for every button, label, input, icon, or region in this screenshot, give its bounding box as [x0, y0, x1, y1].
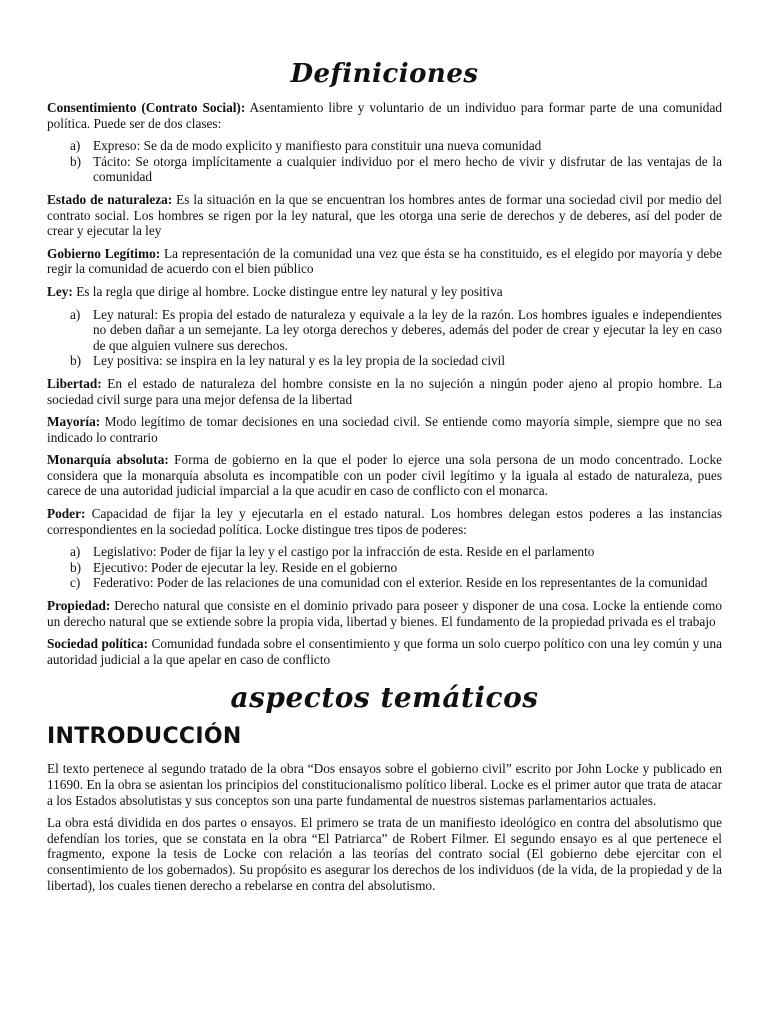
definition-paragraph — [47, 452, 722, 499]
list-item-text: Federativo: Poder de las relaciones de una comunidad con el exterior. Reside en los representantes de la comunidad — [93, 575, 708, 591]
definition-text: Asentamiento libre y voluntario de un individuo para formar parte de una comunidad política. Puede ser de dos clases: — [47, 100, 723, 131]
definition-term: Mayoría: — [47, 414, 101, 430]
definition-paragraph — [47, 246, 722, 277]
definition-term: Sociedad política: — [47, 636, 149, 652]
definition-item — [47, 246, 722, 277]
definition-term: Estado de naturaleza: — [47, 191, 173, 207]
list-item — [47, 560, 722, 576]
definition-text: Comunidad fundada sobre el consentimiento y que forma un solo cuerpo político con una ley común y una autoridad judicial a la que apelar en caso de conflicto — [47, 636, 722, 667]
list-item-text: Ley natural: Es propia del estado de naturaleza y equivale a la ley de la razón. Los hombres iguales e independientes no deben dañar a un semejante. La ley otorga derechos y deberes, además del poder de crear y ejecutar la ley en caso de que alguien vulnere sus derechos. — [93, 306, 722, 353]
list-marker: b) — [70, 353, 82, 369]
definition-item — [47, 376, 722, 407]
definition-item — [47, 100, 722, 185]
definition-text: La representación de la comunidad una vez que ésta se ha constituido, es el elegido por mayoría y debe regir la comunidad de acuerdo con el bien público — [47, 245, 722, 277]
definition-text: Es la regla que dirige al hombre. Locke distingue entre ley natural y ley positiva — [76, 283, 503, 299]
definitions-list — [47, 100, 722, 667]
definition-text: Derecho natural que consiste en el dominio privado para poseer y disponer de una cosa. Locke la entiende como un derecho natural que se extiende sobre la propia vida, libertad y bienes. El fundamento de la propiedad privada es el trabajo — [47, 598, 722, 629]
intro-paragraph: La obra está dividida en dos partes o ensayos. El primero se trata de un manifiesto ideológico en contra del absolutismo que defendían los tories, que se constata en la obra “El Patriarca” de Robert Filmer. El segundo ensayo es al que pertenece el fragmento, expone la tesis de Locke con relación a las teorías del contrato social (El gobierno debe ejercitar con el consentimiento de los gobernados). Su propósito es asegurar los derechos de los individuos (de la vida, de la propiedad y de la libertad), los cuales tienen derecho a rebelarse en contra del absolutismo. — [47, 815, 722, 893]
definition-item — [47, 598, 722, 629]
definition-term: Gobierno Legítimo: — [47, 245, 161, 261]
intro-paragraph: El texto pertenece al segundo tratado de la obra “Dos ensayos sobre el gobierno civil” escrito por John Locke y publicado en 11690. En la obra se asientan los principios del constitucionalismo político liberal. Locke es el primer autor que trata de atacar a los Estados absolutistas y sus conceptos son una parte fundamental de nuestros sistemas parlamentarios actuales. — [47, 761, 722, 808]
list-item-text: Expreso: Se da de modo explicito y manifiesto para constituir una nueva comunidad — [93, 138, 542, 154]
list-item-text: Legislativo: Poder de fijar la ley y el castigo por la infracción de esta. Reside en el parlamento — [93, 544, 595, 560]
list-item-text: Ley positiva: se inspira en la ley natural y es la ley propia de la sociedad civil — [93, 353, 506, 369]
definition-term: Propiedad: — [47, 598, 111, 614]
list-marker: a) — [70, 138, 81, 154]
definition-paragraph — [47, 506, 722, 537]
definition-paragraph — [47, 598, 722, 629]
page-title: Definiciones — [290, 59, 479, 89]
list-item — [47, 138, 722, 154]
definition-paragraph — [47, 414, 722, 445]
intro-heading: INTRODUCCIÓN — [47, 724, 242, 750]
definition-text: Modo legítimo de tomar decisiones en una sociedad civil. Se entiende como mayoría simple, siempre que no sea indicado lo contrario — [47, 414, 722, 445]
definition-sublist — [47, 544, 722, 591]
definition-item — [47, 506, 722, 591]
list-item-text: Tácito: Se otorga implícitamente a cualquier individuo por el mero hecho de vivir y disfrutar de las ventajas de la comunidad — [93, 153, 722, 185]
definition-term: Consentimiento (Contrato Social): — [47, 100, 246, 115]
definition-paragraph — [47, 636, 722, 667]
definition-paragraph — [47, 284, 722, 300]
list-marker: b) — [70, 559, 82, 575]
definition-text: Capacidad de fijar la ley y ejecutarla en el estado natural. Los hombres delegan estos poderes a las instancias correspondientes en la sociedad política. Locke distingue tres tipos de poderes: — [47, 506, 722, 537]
list-marker: a) — [70, 544, 81, 560]
list-item-text: Ejecutivo: Poder de ejecutar la ley. Reside en el gobierno — [93, 559, 398, 575]
list-item — [47, 307, 722, 354]
definition-item — [47, 284, 722, 369]
list-item — [47, 154, 722, 185]
definition-term: Libertad: — [47, 375, 102, 391]
definition-term: Monarquía absoluta: — [47, 452, 169, 468]
definition-text: Es la situación en la que se encuentran los hombres antes de formar una sociedad civil por medio del contrato social. Los hombres se rigen por la ley natural, que les otorga una serie de derechos y de deberes, así del poder de crear y ejecutar la ley — [47, 191, 722, 239]
section-title: aspectos temáticos — [230, 681, 539, 715]
definition-item — [47, 414, 722, 445]
definition-sublist — [47, 307, 722, 369]
list-marker: a) — [70, 306, 81, 322]
definition-term: Poder: — [47, 506, 86, 522]
list-item — [47, 353, 722, 369]
definition-item — [47, 192, 722, 239]
list-marker: b) — [70, 153, 82, 169]
list-marker: c) — [70, 575, 81, 591]
definition-text: Forma de gobierno en la que el poder lo ejerce una sola persona de un modo concentrado. Locke considera que la monarquía absoluta es incompatible con un poder civil legítimo y la iguala al estado de naturaleza, pues carece de una autoridad judicial imparcial a la que acudir en caso de conflicto con el monarca. — [47, 452, 723, 499]
list-item — [47, 575, 722, 591]
definition-item — [47, 452, 722, 499]
definition-sublist — [47, 138, 722, 185]
definition-paragraph — [47, 376, 722, 407]
list-item — [47, 544, 722, 560]
document-page — [47, 58, 722, 900]
definition-term: Ley: — [47, 283, 73, 299]
definition-text: En el estado de naturaleza del hombre consiste en la no sujeción a ningún poder ajeno al propio hombre. La sociedad civil surge para una mejor defensa de la libertad — [47, 375, 722, 407]
definition-paragraph — [47, 192, 722, 239]
definition-paragraph — [47, 100, 722, 131]
definition-item — [47, 636, 722, 667]
